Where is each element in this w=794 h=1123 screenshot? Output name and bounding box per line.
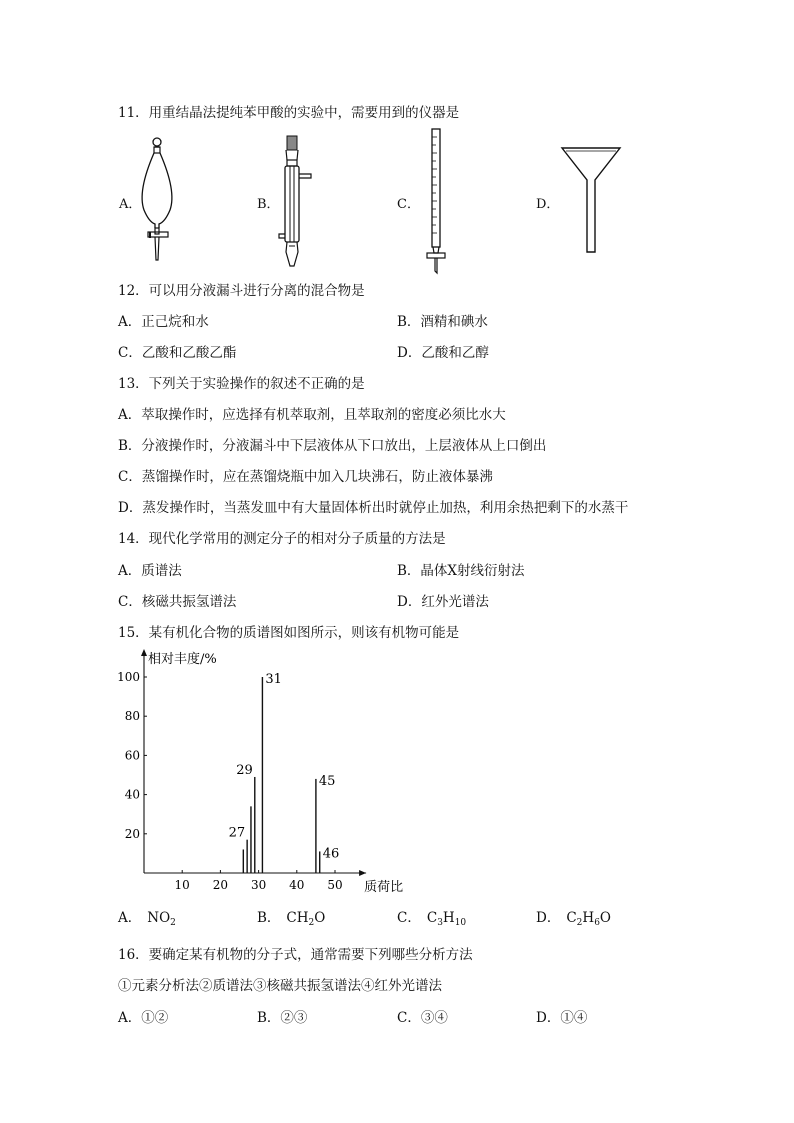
q14-stem: 14．现代化学常用的测定分子的相对分子质量的方法是 <box>118 531 446 547</box>
q15-option-c-formula-mid: H <box>442 910 455 926</box>
q11-stem: 11．用重结晶法提纯苯甲酸的实验中，需要用到的仪器是 <box>118 105 460 121</box>
peak-label: 46 <box>322 846 340 862</box>
q13-option-d: D．蒸发操作时，当蒸发皿中有大量固体析出时就停止加热，利用余热把剩下的水蒸干 <box>118 500 629 516</box>
separatory-funnel-icon <box>138 136 178 262</box>
q15-option-a-formula: NO <box>147 910 171 926</box>
burette-icon <box>425 127 449 275</box>
peak-label: 29 <box>236 762 253 778</box>
y-axis-label: 相对丰度/% <box>148 652 217 667</box>
q11-option-a-label: A． <box>119 197 142 212</box>
q16-option-b: B．②③ <box>257 1010 308 1026</box>
q12-stem: 12．可以用分液漏斗进行分离的混合物是 <box>118 283 365 299</box>
x-tick-label: 10 <box>174 878 190 892</box>
q13-option-c: C．蒸馏操作时，应在蒸馏烧瓶中加入几块沸石，防止液体暴沸 <box>118 469 493 485</box>
funnel-icon <box>560 146 622 254</box>
q12-option-a: A．正己烷和水 <box>118 314 209 330</box>
y-tick-label: 100 <box>117 670 140 684</box>
q15-option-a-label: A． <box>118 910 142 926</box>
q15-option-b-label: B． <box>257 910 281 926</box>
y-tick-label: 60 <box>124 748 140 763</box>
peak-label: 45 <box>318 773 336 789</box>
q15-option-d-formula: C <box>566 910 577 926</box>
q15-option-a <box>118 909 176 932</box>
q14-option-c: C．核磁共振氢谱法 <box>118 594 237 610</box>
q15-option-d-subscript-1: 2 <box>576 918 583 928</box>
q15-option-b-subscript: 2 <box>308 918 315 928</box>
q15-option-b-formula-tail: O <box>314 910 326 926</box>
q15-option-c-subscript-1: 3 <box>437 918 443 928</box>
y-axis-arrow <box>141 649 147 656</box>
q16-methods: ①元素分析法②质谱法③核磁共振氢谱法④红外光谱法 <box>118 978 442 994</box>
q13-option-a: A．萃取操作时，应选择有机萃取剂，且萃取剂的密度必须比水大 <box>118 407 506 423</box>
x-axis-arrow <box>359 870 366 876</box>
peak-label: 31 <box>265 672 282 687</box>
q15-option-d-formula-mid: H <box>582 910 595 926</box>
y-tick-label: 80 <box>124 709 140 724</box>
q11-option-c-label: C． <box>397 197 420 212</box>
y-tick-label: 40 <box>124 787 140 802</box>
q14-option-b: B．晶体X射线衍射法 <box>397 563 525 579</box>
q15-option-d-subscript-2: 6 <box>594 918 600 928</box>
q11-option-d-label: D． <box>536 197 560 212</box>
q15-option-c <box>397 909 466 932</box>
q15-option-a-subscript: 2 <box>170 918 176 928</box>
q12-option-d: D．乙酸和乙醇 <box>397 345 489 361</box>
q13-stem: 13．下列关于实验操作的叙述不正确的是 <box>118 376 365 392</box>
x-tick-label: 20 <box>212 878 229 892</box>
q15-option-c-subscript-2: 10 <box>454 918 467 928</box>
condenser-icon <box>275 134 315 268</box>
q15-option-c-label: C． <box>397 910 421 926</box>
q15-stem: 15．某有机化合物的质谱图如图所示，则该有机物可能是 <box>118 625 460 641</box>
mass-spectrum-chart <box>110 645 410 895</box>
q15-option-d-label: D． <box>536 910 561 926</box>
q16-option-d: D．①④ <box>536 1010 588 1026</box>
q15-option-c-formula: C <box>426 910 438 926</box>
x-tick-label: 40 <box>289 878 305 892</box>
q14-option-a: A．质谱法 <box>118 563 182 579</box>
q12-option-c: C．乙酸和乙酸乙酯 <box>118 345 237 361</box>
q15-option-d <box>536 909 611 932</box>
q16-stem: 16．要确定某有机物的分子式，通常需要下列哪些分析方法 <box>118 947 473 963</box>
peak-label: 27 <box>228 825 246 841</box>
x-axis-label: 质荷比 <box>364 880 404 895</box>
q14-option-d: D．红外光谱法 <box>397 594 489 610</box>
q16-option-c: C．③④ <box>397 1010 448 1026</box>
x-tick-label: 30 <box>250 878 267 892</box>
q16-option-a: A．①② <box>118 1010 169 1026</box>
y-tick-label: 20 <box>124 826 140 841</box>
q13-option-b: B．分液操作时，分液漏斗中下层液体从下口放出，上层液体从上口倒出 <box>118 438 547 454</box>
q12-option-b: B．酒精和碘水 <box>397 314 488 330</box>
q15-option-b <box>257 909 325 932</box>
q11-option-b-label: B． <box>257 197 280 212</box>
q15-option-b-formula: CH <box>286 910 309 926</box>
q15-option-d-formula-tail: O <box>599 910 611 926</box>
x-tick-label: 50 <box>327 878 343 892</box>
